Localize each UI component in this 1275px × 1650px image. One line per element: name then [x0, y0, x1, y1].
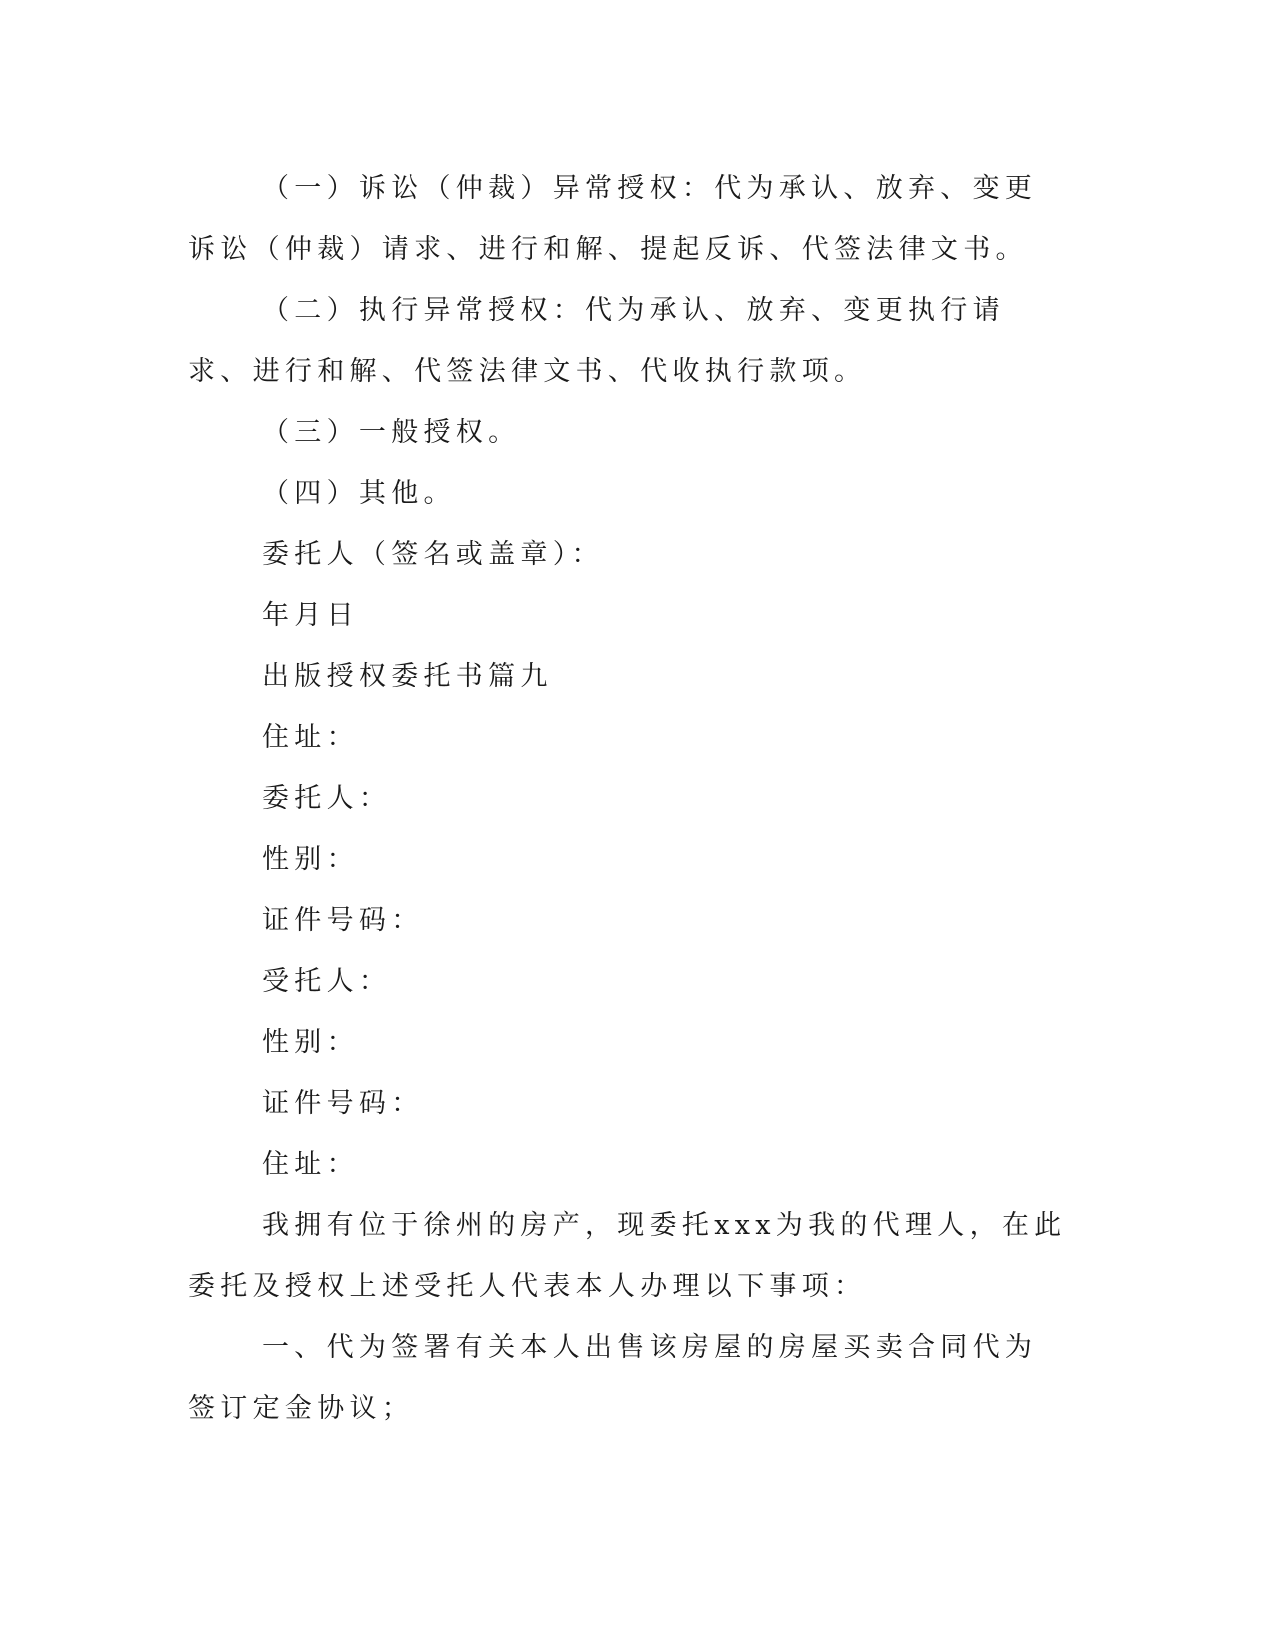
paragraph-execution-authorization: （二）执行异常授权：代为承认、放弃、变更执行请求、进行和解、代签法律文书、代收执行款项。 [188, 295, 1005, 387]
principal-signature-label: 委托人（签名或盖章）： [262, 539, 604, 570]
agent-field-label: 受托人： [262, 966, 392, 997]
gender-field-label: 性别： [262, 844, 359, 875]
agent-id-number-field-label: 证件号码： [262, 1088, 424, 1119]
id-number-field-label: 证件号码： [262, 905, 424, 936]
agent-gender-field-label: 性别： [262, 1027, 359, 1058]
paragraph-general-authorization: （三）一般授权。 [262, 417, 521, 448]
agent-address-field-label: 住址： [262, 1149, 359, 1180]
section-heading: 出版授权委托书篇九 [262, 661, 553, 692]
paragraph-litigation-authorization: （一）诉讼（仲裁）异常授权：代为承认、放弃、变更诉讼（仲裁）请求、进行和解、提起反诉、代签法律文书。 [188, 173, 1038, 265]
date-line: 年月日 [262, 600, 359, 631]
paragraph-property-authorization: 我拥有位于徐州的房产，现委托xxx为我的代理人，在此委托及授权上述受托人代表本人办理以下事项： [188, 1210, 1067, 1302]
paragraph-other: （四）其他。 [262, 478, 456, 509]
principal-field-label: 委托人： [262, 783, 392, 814]
paragraph-item-one: 一、代为签署有关本人出售该房屋的房屋买卖合同代为签订定金协议； [188, 1332, 1038, 1424]
address-field-label: 住址： [262, 722, 359, 753]
document-body [188, 158, 1068, 1439]
